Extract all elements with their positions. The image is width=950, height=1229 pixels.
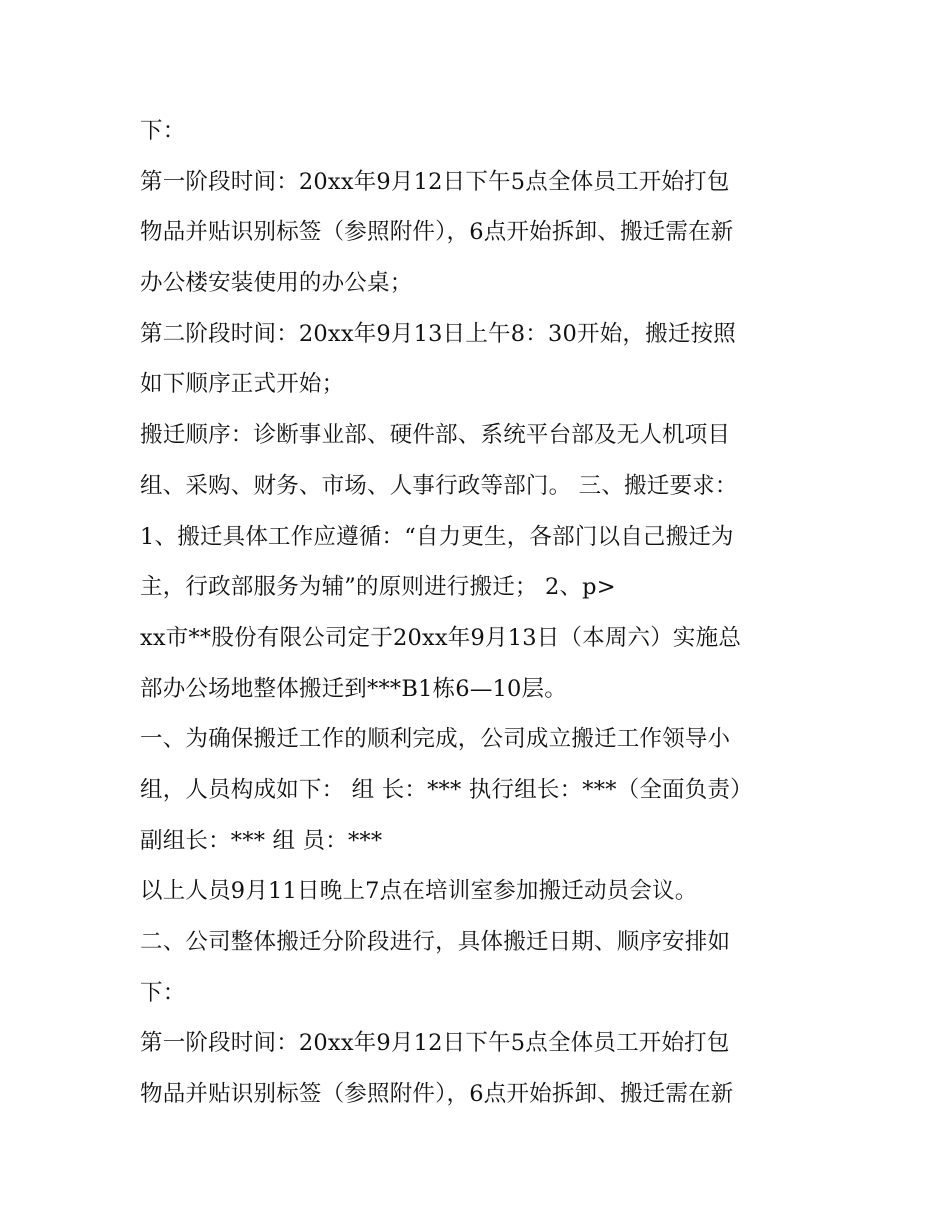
text-line: 第一阶段时间：20xx年9月12日下午5点全体员工开始打包 (140, 168, 730, 195)
text-line: 如下顺序正式开始； (140, 371, 345, 398)
text-line: 一、为确保搬迁工作的顺利完成，公司成立搬迁工作领导小 (140, 726, 731, 753)
text-line: 办公楼安装使用的办公桌； (140, 270, 413, 297)
text-line: 第二阶段时间：20xx年9月13日上午8：30开始，搬迁按照 (140, 320, 736, 347)
text-line: 二、公司整体搬迁分阶段进行，具体搬迁日期、顺序安排如 (140, 929, 731, 955)
text-line: 物品并贴识别标签（参照附件），6点开始拆卸、搬迁需在新 (140, 1081, 734, 1108)
text-line: 组，人员构成如下： 组 长：*** 执行组长：***（全面负责） (140, 776, 753, 803)
text-line: 下： (140, 979, 186, 1006)
text-line: 下： (140, 118, 186, 144)
text-line: xx市**股份有限公司定于20xx年9月13日（本周六）实施总 (140, 624, 742, 651)
text-line: 部办公场地整体搬迁到***B1栋6—10层。 (140, 675, 567, 702)
text-line: 第一阶段时间：20xx年9月12日下午5点全体员工开始打包 (140, 1030, 730, 1057)
text-line: 组、采购、财务、市场、人事行政等部门。 三、搬迁要求： (140, 472, 738, 499)
document-body (140, 106, 820, 1120)
text-line: 主，行政部服务为辅”的原则进行搬迁； 2、p> (140, 574, 616, 601)
text-line: 搬迁顺序：诊断事业部、硬件部、系统平台部及无人机项目 (140, 422, 731, 449)
text-line: 副组长：*** 组 员：*** (140, 827, 383, 854)
text-line: 以上人员9月11日晚上7点在培训室参加搬迁动员会议。 (140, 878, 698, 905)
text-line: 物品并贴识别标签（参照附件），6点开始拆卸、搬迁需在新 (140, 219, 734, 246)
text-line: 1、搬迁具体工作应遵循：“自力更生，各部门以自己搬迁为 (140, 523, 734, 550)
